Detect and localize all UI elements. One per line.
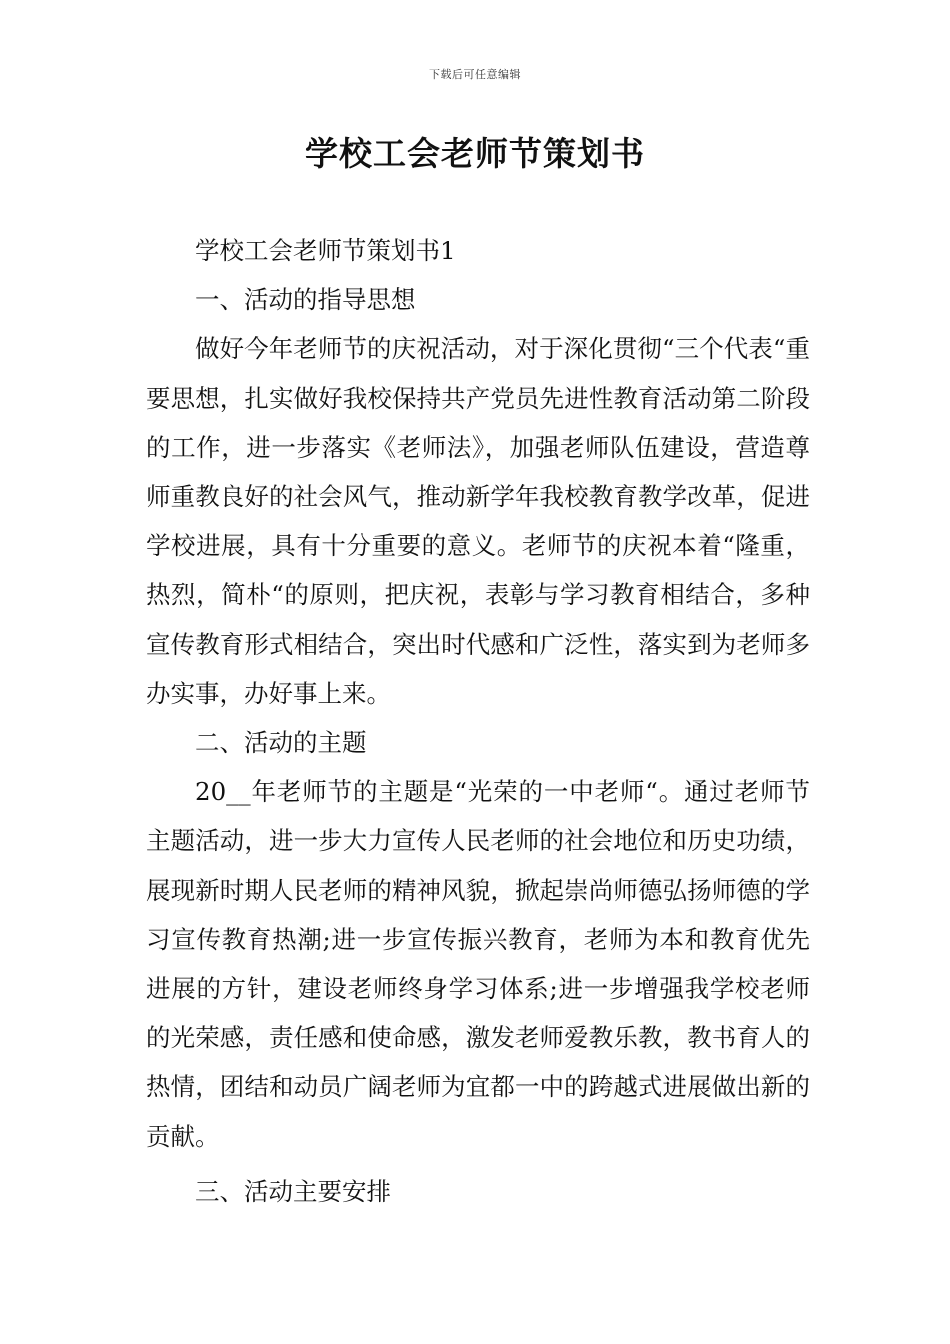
section-heading-1: 一、活动的指导思想 (195, 285, 416, 315)
document-title: 学校工会老师节策划书 (305, 134, 645, 173)
document-body (146, 226, 810, 1216)
body-paragraph-2: 20__年老师节的主题是“光荣的一中老师“。通过老师节主题活动，进一步大力宣传人民老师的社会地位和历史功绩，展现新时期人民老师的精神风貌，掀起崇尚师德弘扬师德的学习宣传教育热潮;进一步宣传振兴教育，老师为本和教育优先进展的方针，建设老师终身学习体系;进一步增强我学校老师的光荣感，责任感和使命感，激发老师爱教乐教，教书育人的热情，团结和动员广阔老师为宜都一中的跨越式进展做出新的贡献。 (146, 777, 810, 1151)
section-heading-2: 二、活动的主题 (195, 728, 367, 758)
section-heading-3: 三、活动主要安排 (195, 1176, 391, 1206)
header-note: 下载后可任意编辑 (429, 68, 521, 81)
section-subtitle: 学校工会老师节策划书1 (195, 236, 456, 265)
body-paragraph-1: 做好今年老师节的庆祝活动，对于深化贯彻“三个代表“重要思想，扎实做好我校保持共产党员先进性教育活动第二阶段的工作，进一步落实《老师法》，加强老师队伍建设，营造尊师重教良好的社会风气，推动新学年我校教育教学改革，促进学校进展，具有十分重要的意义。老师节的庆祝本着“隆重，热烈，简朴“的原则，把庆祝，表彰与学习教育相结合，多种宣传教育形式相结合，突出时代感和广泛性，落实到为老师多办实事，办好事上来。 (146, 334, 810, 708)
